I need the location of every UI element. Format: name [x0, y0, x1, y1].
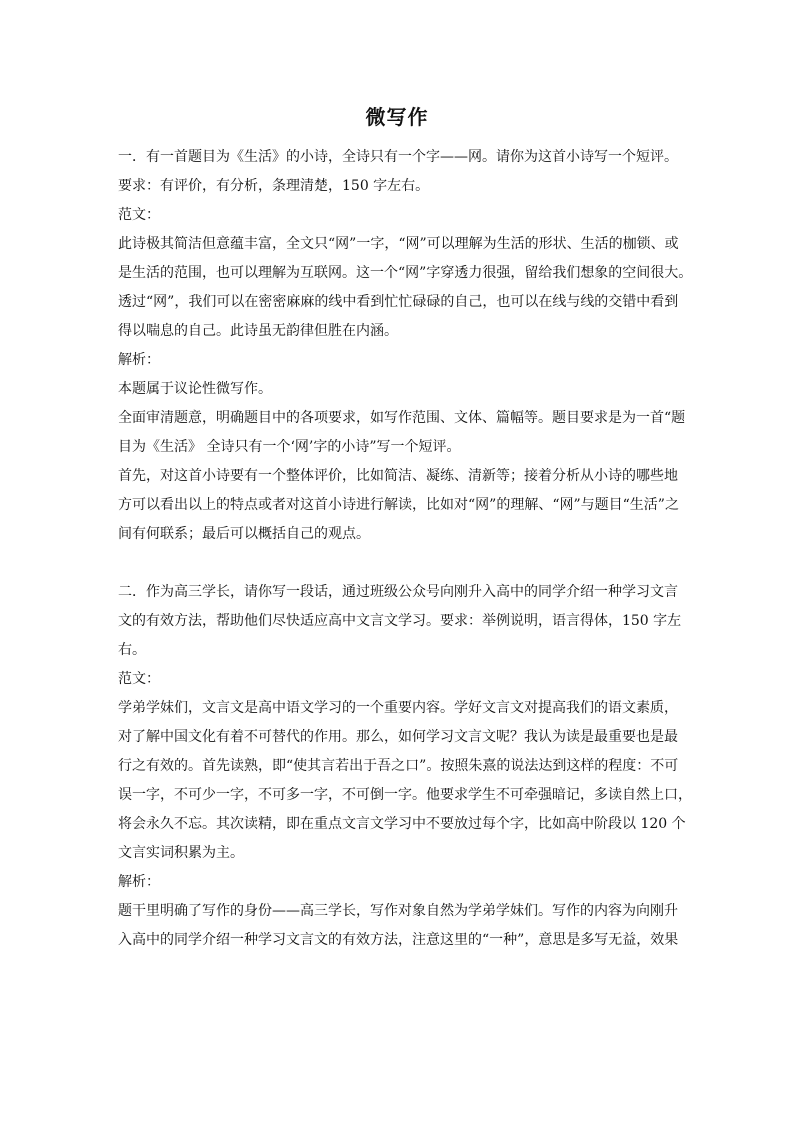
sample-essay-1-line-1: 此诗极其简洁但意蕴丰富，全文只“网”一字，“网”可以理解为生活的形状、生活的枷锁、或	[118, 236, 679, 252]
sample-essay-1-line-2: 是生活的范围，也可以理解为互联网。这一个“网”字穿透力很强，留给我们想象的空间很大。	[118, 265, 693, 281]
section-gap	[118, 549, 678, 578]
sample-essay-1-line-3: 透过“网”，我们可以在密密麻麻的线中看到忙忙碌碌的自己，也可以在线与线的交错中看到	[118, 294, 679, 310]
analysis-1-line-1: 本题属于议论性微写作。	[118, 381, 272, 397]
sample-essay-2-line-4: 误一字，不可少一字，不可多一字，不可倒一字。他要求学生不可牵强暗记，多读自然上口，	[118, 787, 692, 803]
analysis-label-1: 解析：	[118, 352, 160, 368]
analysis-2-line-2: 入高中的同学介绍一种学习文言文的有效方法，注意这里的“一种”，意思是多写无益，效果	[118, 932, 679, 948]
analysis-1-line-5: 方可以看出以上的特点或者对这首小诗进行解读，比如对“网”的理解、“网”与题目“生活”之	[118, 497, 679, 513]
sample-essay-2-line-5: 将会永久不忘。其次读精，即在重点文言文学习中不要放过每个字，比如高中阶段以 120 个	[118, 816, 686, 832]
question-2-line-3: 右。	[118, 642, 146, 658]
document-body	[118, 143, 693, 955]
question-2-line-2: 文的有效方法，帮助他们尽快适应高中文言文学习。要求：举例说明，语言得体，150 字左	[118, 613, 682, 629]
sample-essay-2-line-1: 学弟学妹们，文言文是高中语文学习的一个重要内容。学好文言文对提高我们的语文素质，	[118, 700, 678, 716]
sample-essay-2-line-6: 文言实词积累为主。	[118, 845, 244, 861]
page-title: 微写作	[365, 105, 429, 129]
section-2	[118, 578, 692, 955]
analysis-1-line-6: 间有何联系；最后可以概括自己的观点。	[118, 526, 370, 542]
analysis-1-line-3: 目为《生活》 全诗只有一个‘网’字的小诗”写一个短评。	[118, 439, 461, 455]
analysis-2-line-1: 题干里明确了写作的身份——高三学长，写作对象自然为学弟学妹们。写作的内容为向刚升	[118, 903, 678, 919]
question-1-line-1: 一．有一首题目为《生活》的小诗，全诗只有一个字——网。请你为这首小诗写一个短评。	[118, 149, 678, 165]
sample-essay-2-line-2: 对了解中国文化有着不可替代的作用。那么，如何学习文言文呢？我认为读是最重要也是最	[118, 729, 678, 745]
question-1-requirement: 要求：有评价，有分析，条理清楚，150 字左右。	[118, 178, 430, 194]
analysis-1-line-4: 首先，对这首小诗要有一个整体评价，比如简洁、凝练、清新等；接着分析从小诗的哪些地	[118, 468, 678, 484]
sample-essay-1-line-4: 得以喘息的自己。此诗虽无韵律但胜在内涵。	[118, 323, 398, 339]
analysis-label-2: 解析：	[118, 874, 160, 890]
sample-essay-label-2: 范文：	[118, 671, 160, 687]
question-2-line-1: 二．作为高三学长，请你写一段话，通过班级公众号向刚升入高中的同学介绍一种学习文言	[118, 584, 678, 600]
sample-essay-label-1: 范文：	[118, 207, 160, 223]
analysis-1-line-2: 全面审清题意，明确题目中的各项要求，如写作范围、文体、篇幅等。题目要求是为一首“题	[118, 410, 686, 426]
sample-essay-2-line-3: 行之有效的。首先读熟，即“使其言若出于吾之口”。按照朱熹的说法达到这样的程度：不可	[118, 758, 679, 774]
section-1	[118, 143, 693, 549]
